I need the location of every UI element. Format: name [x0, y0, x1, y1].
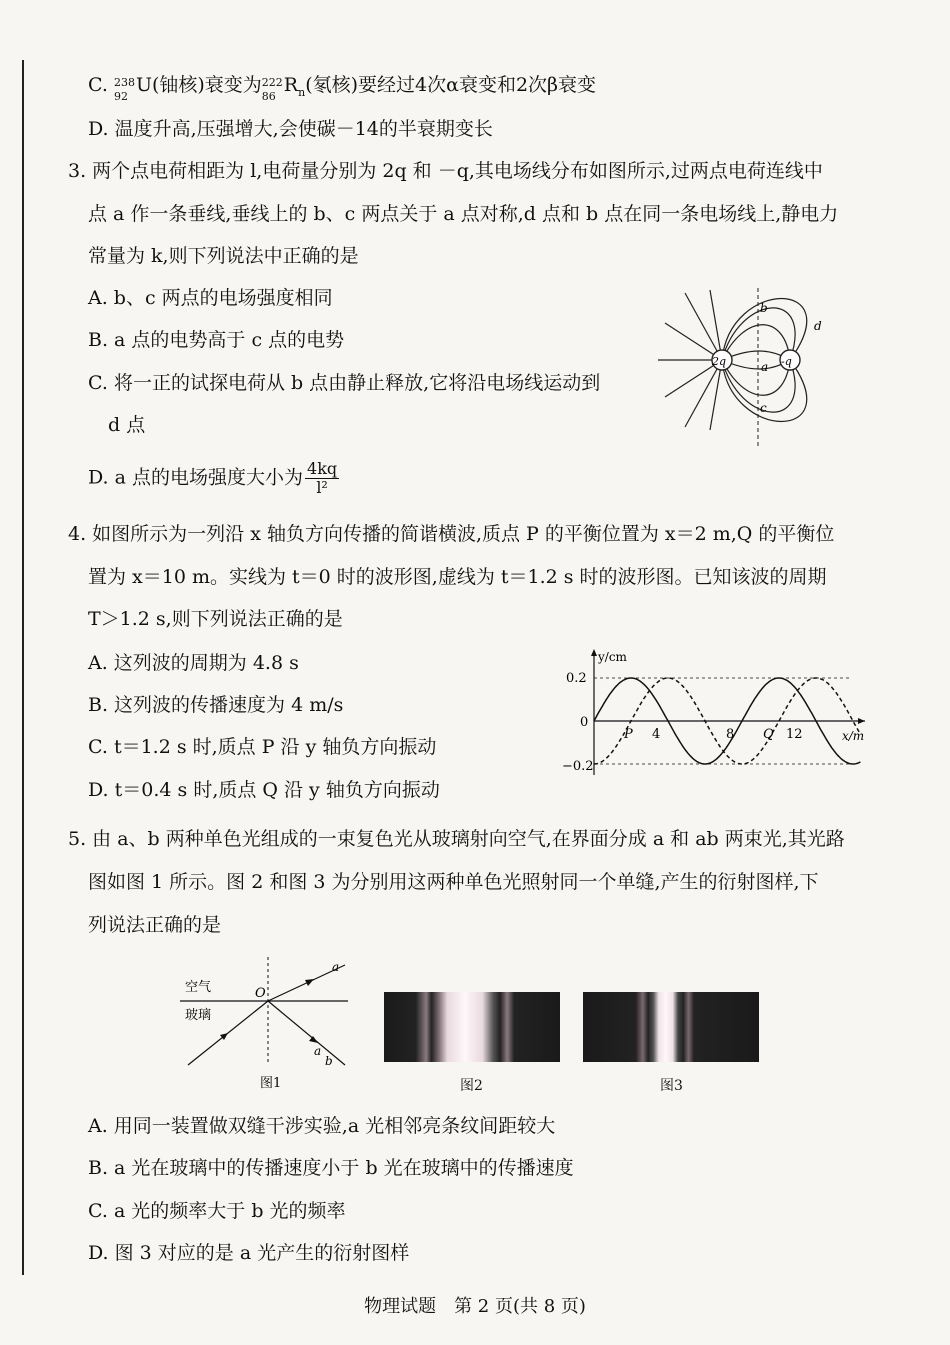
q4-stem-line1: 4. 如图所示为一列沿 x 轴负方向传播的简谐横波,质点 P 的平衡位置为 x＝2 m,Q 的平衡位 [68, 523, 835, 545]
y-axis-label: y/cm [598, 650, 627, 664]
point-d-label: d [814, 319, 822, 333]
wave-graph [560, 645, 870, 780]
q4-option-a: A. 这列波的周期为 4.8 s [88, 652, 299, 674]
air-label: 空气 [185, 980, 212, 995]
ray-ab-b-label: b [325, 1054, 333, 1068]
x-tick-12: 12 [786, 727, 803, 742]
electric-field-figure [650, 288, 865, 448]
charge-right-label: -q [781, 355, 792, 368]
point-a-label: a [761, 360, 769, 374]
q3-stem-line3: 常量为 k,则下列说法中正确的是 [88, 245, 359, 267]
ray-ab-a-label: a [314, 1044, 322, 1058]
q4-option-c: C. t＝1.2 s 时,质点 P 沿 y 轴负方向振动 [88, 736, 437, 758]
q5-stem-line1: 5. 由 a、b 两种单色光组成的一束复色光从玻璃射向空气,在界面分成 a 和 ab 两束光,其光路 [68, 828, 845, 850]
q3-option-d: D. a 点的电场强度大小为 $\frac{4kq}{\text{l²}}$ [88, 459, 338, 497]
x-tick-4: 4 [652, 727, 661, 742]
q5-option-a: A. 用同一装置做双缝干涉实验,a 光相邻亮条纹间距较大 [88, 1115, 556, 1137]
q4-stem-line2: 置为 x＝10 m。实线为 t＝0 时的波形图,虚线为 t＝1.2 s 时的波形图。已知该波的周期 [88, 566, 827, 588]
q5-stem-line2: 图如图 1 所示。图 2 和图 3 为分别用这两种单色光照射同一个单缝,产生的衍射图样,下 [88, 871, 819, 893]
point-o-label: O [255, 986, 266, 1001]
x-tick-8: 8 [726, 727, 735, 742]
q5-stem-line3: 列说法正确的是 [88, 914, 222, 936]
q3-option-c-line1: C. 将一正的试探电荷从 b 点由静止释放,它将沿电场线运动到 [88, 372, 601, 394]
q3-option-a: A. b、c 两点的电场强度相同 [88, 287, 333, 309]
y-tick-top: 0.2 [566, 671, 587, 686]
q2-option-d: D. 温度升高,压强增大,会使碳－14的半衰期变长 [88, 118, 493, 140]
y-tick-zero: 0 [580, 715, 589, 730]
q5-option-c: C. a 光的频率大于 b 光的频率 [88, 1200, 346, 1222]
binding-margin-line [22, 60, 24, 1275]
ray-a-label: a [332, 960, 340, 974]
glass-label: 玻璃 [185, 1008, 212, 1023]
q4-stem-line3: T＞1.2 s,则下列说法正确的是 [88, 608, 343, 630]
figure3-caption: 图3 [660, 1078, 683, 1094]
q3-stem-line1: 3. 两个点电荷相距为 l,电荷量分别为 2q 和 －q,其电场线分布如图所示,过两点电荷连线中 [68, 160, 823, 182]
page-footer: 物理试题 第 2 页(共 8 页) [364, 1296, 586, 1317]
q4-option-d: D. t＝0.4 s 时,质点 Q 沿 y 轴负方向振动 [88, 779, 440, 801]
point-c-label: c [760, 401, 767, 415]
q3-option-c-line2: d 点 [108, 414, 146, 436]
point-b-label: b [760, 301, 768, 315]
charge-left-label: 2q [712, 355, 727, 368]
figure2-caption: 图2 [460, 1078, 483, 1094]
q3-option-b: B. a 点的电势高于 c 点的电势 [88, 329, 345, 351]
diffraction-pattern-fig3 [583, 992, 759, 1062]
q4-option-b: B. 这列波的传播速度为 4 m/s [88, 694, 344, 716]
q3-stem-line2: 点 a 作一条垂线,垂线上的 b、c 两点关于 a 点对称,d 点和 b 点在同一条电场线上,静电力 [88, 203, 839, 225]
diffraction-pattern-fig2 [384, 992, 560, 1062]
x-axis-label: x/m [842, 729, 865, 743]
light-path-figure [180, 955, 355, 1095]
y-tick-bottom: −0.2 [562, 759, 594, 774]
q2-option-c: C. 238 92 U(铀核)衰变为 222 86 $R_n$(氡核)要经过4次α衰变和2次β衰变 [88, 74, 597, 103]
point-p-label: P [624, 727, 633, 742]
q5-option-d: D. 图 3 对应的是 a 光产生的衍射图样 [88, 1242, 410, 1264]
figure1-caption: 图1 [260, 1076, 282, 1091]
q5-option-b: B. a 光在玻璃中的传播速度小于 b 光在玻璃中的传播速度 [88, 1157, 574, 1179]
point-q-label: Q [763, 727, 774, 742]
